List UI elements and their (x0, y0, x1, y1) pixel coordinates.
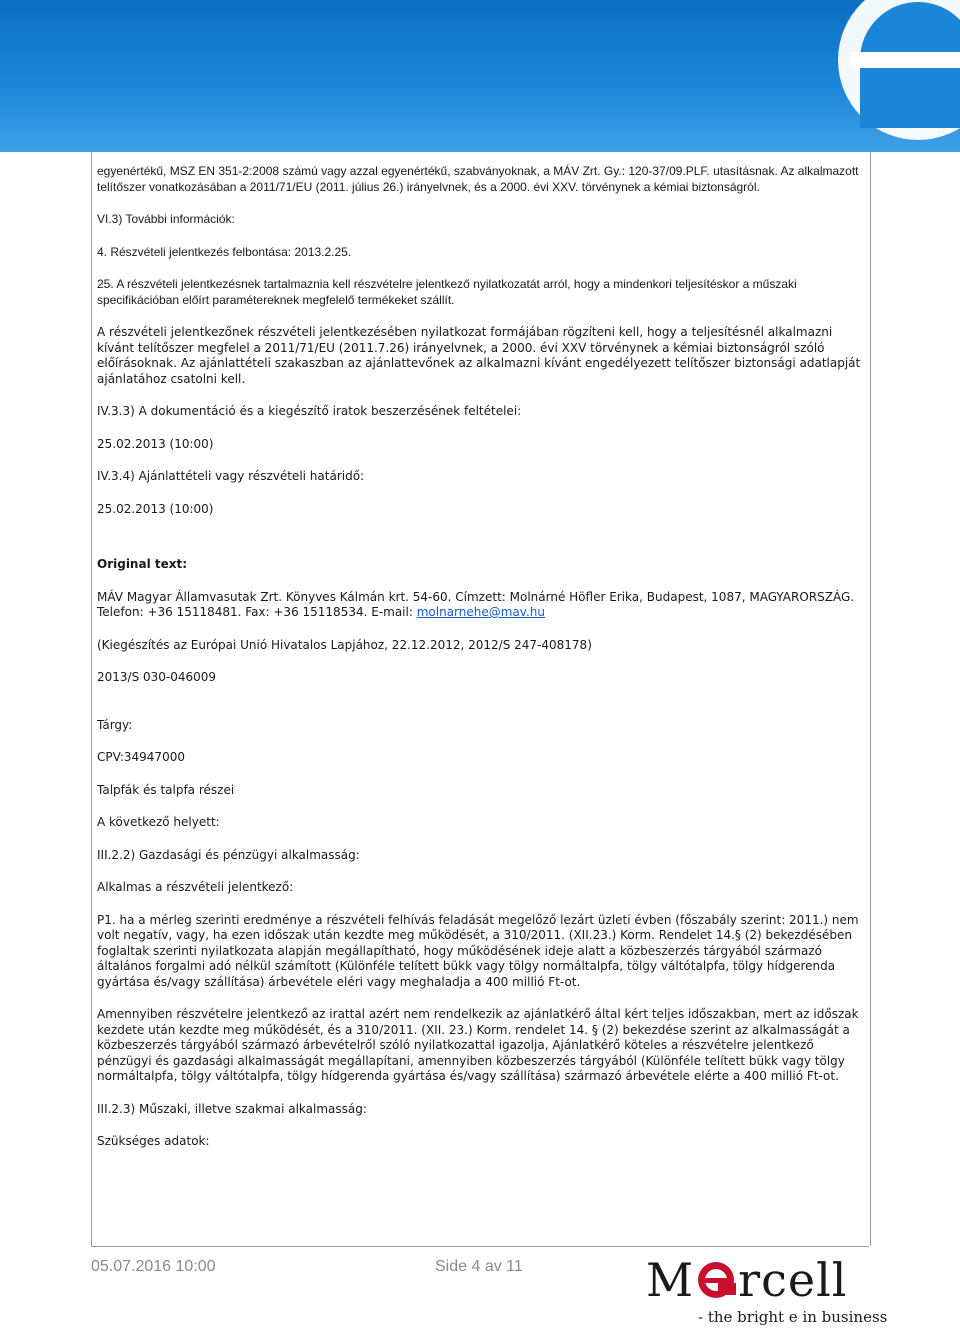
paragraph: (Kiegészítés az Európai Unió Hivatalos Lapjához, 22.12.2012, 2012/S 247-408178) (97, 637, 592, 652)
logo-letters-rcell: rcell (738, 1253, 848, 1307)
section-heading: IV.3.3) A dokumentáció és a kiegészítő iratok beszerzésének feltételei: (97, 404, 522, 418)
section-heading: Tárgy: (97, 717, 133, 732)
logo-letter-m: M (646, 1253, 695, 1307)
original-text-label: Original text: (97, 557, 188, 571)
section-heading: III.2.2) Gazdasági és pénzügyi alkalmasság: (97, 847, 360, 862)
footer-page-number: Side 4 av 11 (435, 1258, 523, 1275)
brand-e-icon (820, 0, 960, 152)
paragraph: A részvételi jelentkezőnek részvételi jelentkezésében nyilatkozat formájában rögzíteni kell, hogy a teljesítésnél alkalmazni kívánt telítőszer megfelel a 2011/71/EU (2011.7.26) irányelvnek, a 2000. évi XXV törvénynek a kémiai biztonságról szóló előírásoknak. Az ajánlattételi szakaszban az ajánlattevőnek az alkalmazni kívánt engedélyezett telítőszer biztonsági adatlapját ajánlatához csatolni kell. (97, 325, 861, 386)
address-text: MÁV Magyar Államvasutak Zrt. Könyves Kálmán krt. 54-60. Címzett: Molnárné Höfler Erika, Budapest, 1087, MAGYARORSZÁG. Telefon: +36 15118481. Fax: +36 15118534. E-mail: (97, 589, 855, 619)
logo-e-icon (696, 1260, 736, 1300)
paragraph: 4. Részvételi jelentkezés felbontása: 2013.2.25. (97, 244, 352, 259)
company-logo (646, 1252, 888, 1328)
paragraph: Alkalmas a részvételi jelentkező: (97, 880, 294, 894)
paragraph: egyenértékű, MSZ EN 351-2:2008 számú vagy azzal egyenértékű, szabványoknak, a MÁV Zrt. Gy.: 120-37/09.PLF. utasításnak. Az alkalmazott telítőszer vonatkozásában a 2011/71/EU (2011. július 26.) irányelvnek, és a 2000. évi XXV. törvénynek a kémiai biztonságról. (97, 164, 859, 194)
paragraph: A következő helyett: (97, 815, 220, 829)
paragraph: Amennyiben részvételre jelentkező az irattal azért nem rendelkezik az ajánlatkérő által kért teljes időszakban, mert az időszak kezdete után kezdte meg működését, és a 310/2011. (XII. 23.) Korm. rendelet 14. § (2) bekezdése szerint az alkalmasságát a közbeszerzés tárgyából származó árbevételről szóló nyilatkozattal igazolja, Ajánlatkérő köteles a részvételre jelentkező pénzügyi és gazdasági alkalmasságát megállapítani, amennyiben közbeszerzés tárgyából (Különféle telített bükk vagy tölgy normáltalpfa, tölgy váltótalpfa, tölgy hídgerenda gyártása és/vagy szállítása) származó árbevétele elérte a 400 millió Ft-ot. (97, 1007, 859, 1083)
paragraph: P1. ha a mérleg szerinti eredménye a részvételi felhívás feladását megelőző lezárt üzleti évben (főszabály szerint: 2011.) nem volt negatív, vagy, ha ezen időszak után kezdte meg működését, a 310/2011. (XII.23.) Korm. Rendelet 14.§ (2) bekezdésében foglaltak szerinti nyilatkozata alapján megállapítható, hogy működésének ideje alatt a közbeszerzés tárgyából származó általános forgalmi adó nélkül számított (Különféle telített bükk vagy tölgy normáltalpfa, tölgy váltótalpfa, tölgy hídgerenda gyártása és/vagy szállítása) árbevétele eléri vagy meghaladja a 400 millió Ft-ot. (97, 912, 859, 989)
paragraph: Szükséges adatok: (97, 1134, 210, 1148)
logo-wordmark (646, 1252, 848, 1308)
document-body (97, 164, 865, 1167)
paragraph: 25.02.2013 (10:00) (97, 501, 214, 516)
paragraph: 25.02.2013 (10:00) (97, 436, 214, 451)
section-heading: IV.3.4) Ajánlattételi vagy részvételi határidő: (97, 469, 365, 483)
section-heading: VI.3) További információk: (97, 212, 235, 226)
header-band (0, 0, 960, 152)
paragraph: CPV:34947000 (97, 750, 185, 764)
logo-tagline: - the bright e in business (698, 1308, 888, 1326)
footer-divider (91, 1246, 869, 1247)
footer-date: 05.07.2016 10:00 (91, 1258, 216, 1275)
email-link[interactable]: molnarnehe@mav.hu (416, 605, 545, 619)
paragraph: Talpfák és talpfa részei (97, 782, 235, 797)
paragraph: 25. A részvételi jelentkezésnek tartalmaznia kell részvételre jelentkező nyilatkozatát arról, hogy a mindenkori teljesítéskor a műszaki specifikációban előírt paramétereknek megfelelő termékeket szállít. (97, 277, 797, 307)
section-heading: III.2.3) Műszaki, illetve szakmai alkalmasság: (97, 1101, 367, 1116)
notice-number: 2013/S 030-046009 (97, 670, 217, 684)
address-paragraph (97, 590, 865, 621)
